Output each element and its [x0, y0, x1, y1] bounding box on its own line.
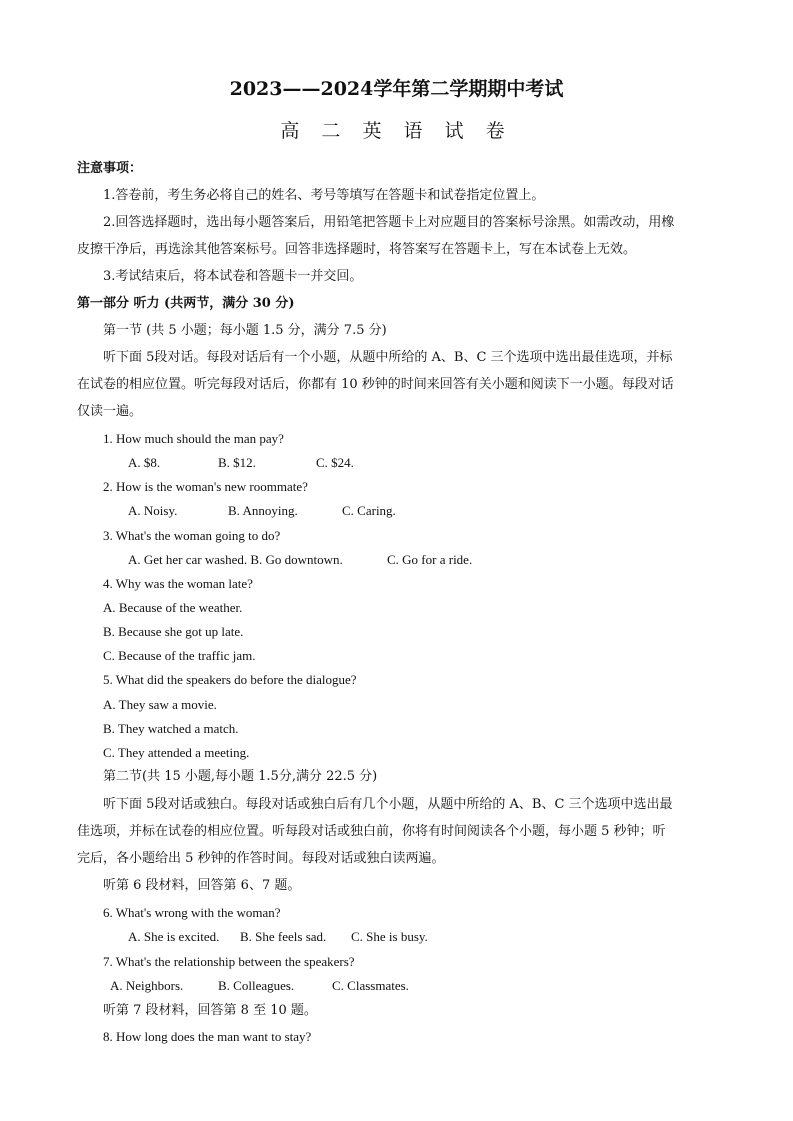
section1-heading: 第一节 (共 5 小题；每小题 1.5 分，满分 7.5 分) [103, 323, 387, 338]
q7-option-b: B. Colleagues. [218, 978, 295, 993]
q1-option-c: C. $24. [316, 455, 354, 470]
q6-option-b: B. She feels sad. [240, 929, 327, 944]
q4-option-c: C. Because of the traffic jam. [103, 648, 256, 663]
section1-intro-line-2: 在试卷的相应位置。听完每段对话后，你都有 10 秒钟的时间来回答有关小题和阅读下一小题。每段对话 [77, 377, 674, 392]
exam-title: 2023——2024学年第二学期期中考试 [229, 78, 564, 100]
q2-option-b: B. Annoying. [228, 503, 298, 518]
material-6-instruction: 听第 6 段材料，回答第 6、7 题。 [103, 878, 301, 893]
q1-option-a: A. $8. [128, 455, 161, 470]
section2-intro-line-2: 佳选项，并标在试卷的相应位置。听每段对话或独白前，你将有时间阅读各个小题，每小题 5 秒钟；听 [77, 824, 666, 839]
question-8: 8. How long does the man want to stay? [103, 1029, 312, 1044]
part1-heading: 第一部分 听力 (共两节，满分 30 分) [77, 296, 295, 311]
q5-option-b: B. They watched a match. [103, 721, 239, 736]
notice-item-1: 1.答卷前，考生务必将自己的姓名、考号等填写在答题卡和试卷指定位置上。 [103, 188, 545, 203]
question-2: 2. How is the woman's new roommate? [103, 479, 308, 494]
q6-option-c: C. She is busy. [351, 929, 428, 944]
section2-heading: 第二节(共 15 小题,每小题 1.5分,满分 22.5 分) [103, 769, 378, 784]
notice-item-3: 3.考试结束后，将本试卷和答题卡一并交回。 [103, 269, 363, 284]
question-5: 5. What did the speakers do before the dialogue? [103, 672, 357, 687]
q2-option-a: A. Noisy. [128, 503, 178, 518]
section2-intro-line-3: 完后，各小题给出 5 秒钟的作答时间。每段对话或独白读两遍。 [77, 851, 445, 866]
question-4: 4. Why was the woman late? [103, 576, 253, 591]
question-6: 6. What's wrong with the woman? [103, 905, 281, 920]
exam-subtitle: 高 二 英 语 试 卷 [280, 120, 513, 142]
question-1: 1. How much should the man pay? [103, 431, 284, 446]
q4-option-a: A. Because of the weather. [103, 600, 243, 615]
q4-option-b: B. Because she got up late. [103, 624, 244, 639]
q2-option-c: C. Caring. [342, 503, 396, 518]
q3-option-ab: A. Get her car washed. B. Go downtown. [128, 552, 343, 567]
section1-intro-line-3: 仅读一遍。 [77, 404, 143, 419]
question-7: 7. What's the relationship between the speakers? [103, 954, 355, 969]
section1-intro-line-1: 听下面 5段对话。每段对话后有一个小题，从题中所给的 A、B、C 三个选项中选出最佳选项，并标 [103, 350, 673, 365]
q1-option-b: B. $12. [218, 455, 256, 470]
q6-option-a: A. She is excited. [128, 929, 220, 944]
notice-item-2-line-2: 皮擦干净后，再选涂其他答案标号。回答非选择题时，将答案写在答题卡上，写在本试卷上无效。 [77, 242, 637, 257]
notice-heading: 注意事项： [77, 161, 143, 176]
section2-intro-line-1: 听下面 5段对话或独白。每段对话或独白后有几个小题，从题中所给的 A、B、C 三个选项中选出最 [103, 797, 673, 812]
q5-option-a: A. They saw a movie. [103, 697, 217, 712]
material-7-instruction: 听第 7 段材料，回答第 8 至 10 题。 [103, 1003, 317, 1018]
q3-option-c: C. Go for a ride. [387, 552, 473, 567]
q5-option-c: C. They attended a meeting. [103, 745, 250, 760]
q7-option-a: A. Neighbors. [110, 978, 184, 993]
notice-item-2-line-1: 2.回答选择题时，选出每小题答案后，用铅笔把答题卡上对应题目的答案标号涂黑。如需改动，用橡 [103, 215, 675, 230]
q7-option-c: C. Classmates. [332, 978, 409, 993]
question-3: 3. What's the woman going to do? [103, 528, 281, 543]
